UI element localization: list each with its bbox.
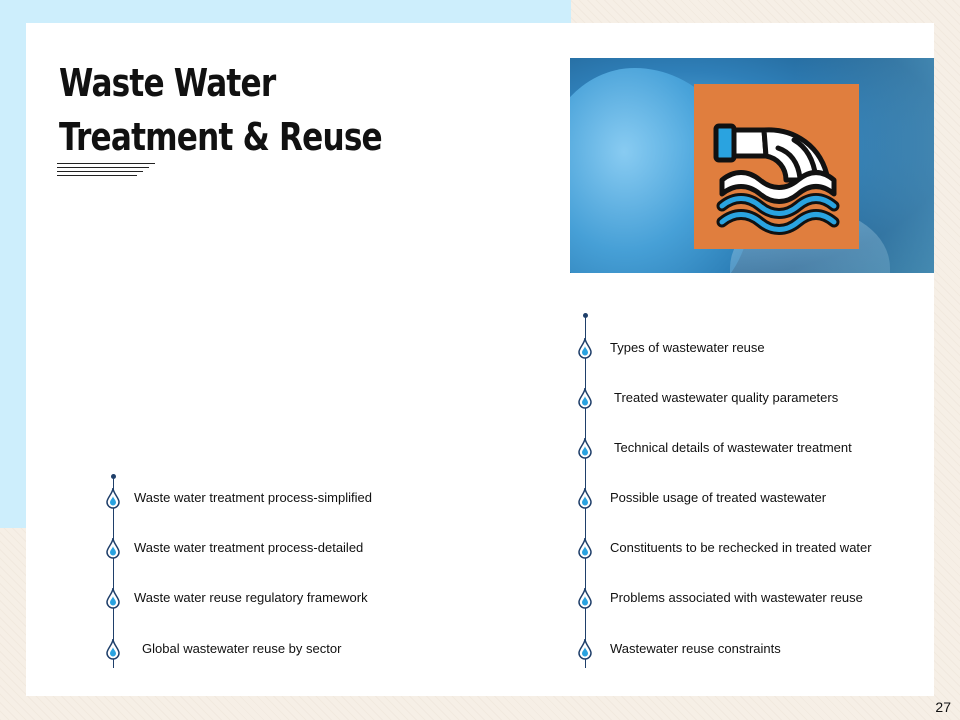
water-drop-icon	[106, 487, 120, 509]
water-drop-icon	[578, 537, 592, 559]
water-drop-icon	[578, 587, 592, 609]
page-number: 27	[935, 699, 951, 715]
right-list-item-label: Constituents to be rechecked in treated water	[610, 540, 872, 555]
right-list-item-label: Wastewater reuse constraints	[610, 641, 781, 656]
water-drop-icon	[578, 487, 592, 509]
water-drop-icon	[106, 638, 120, 660]
right-list-item-label: Technical details of wastewater treatment	[614, 440, 852, 455]
water-drop-icon	[578, 387, 592, 409]
left-list-item-label: Global wastewater reuse by sector	[142, 641, 342, 656]
right-list-item-label: Possible usage of treated wastewater	[610, 490, 827, 505]
right-timeline-start-dot	[583, 313, 588, 318]
title-underline-decoration	[57, 163, 157, 179]
left-list-item-label: Waste water reuse regulatory framework	[134, 590, 368, 605]
water-drop-icon	[106, 537, 120, 559]
icon-tile	[694, 84, 859, 249]
pipe-outflow-water-icon	[694, 84, 859, 249]
water-drop-icon	[578, 638, 592, 660]
right-list-item-label: Treated wastewater quality parameters	[614, 390, 839, 405]
left-list-item-label: Waste water treatment process-simplified	[134, 490, 372, 505]
title-line-1: Waste Water	[59, 61, 276, 105]
right-list-item-label: Types of wastewater reuse	[610, 340, 765, 355]
slide-title	[59, 56, 403, 164]
water-drop-icon	[578, 437, 592, 459]
left-list-item-label: Waste water treatment process-detailed	[134, 540, 364, 555]
title-line-2: Treatment & Reuse	[59, 115, 382, 159]
water-drop-icon	[106, 587, 120, 609]
right-list-item-label: Problems associated with wastewater reuse	[610, 590, 863, 605]
left-timeline-start-dot	[111, 474, 116, 479]
water-drop-icon	[578, 337, 592, 359]
